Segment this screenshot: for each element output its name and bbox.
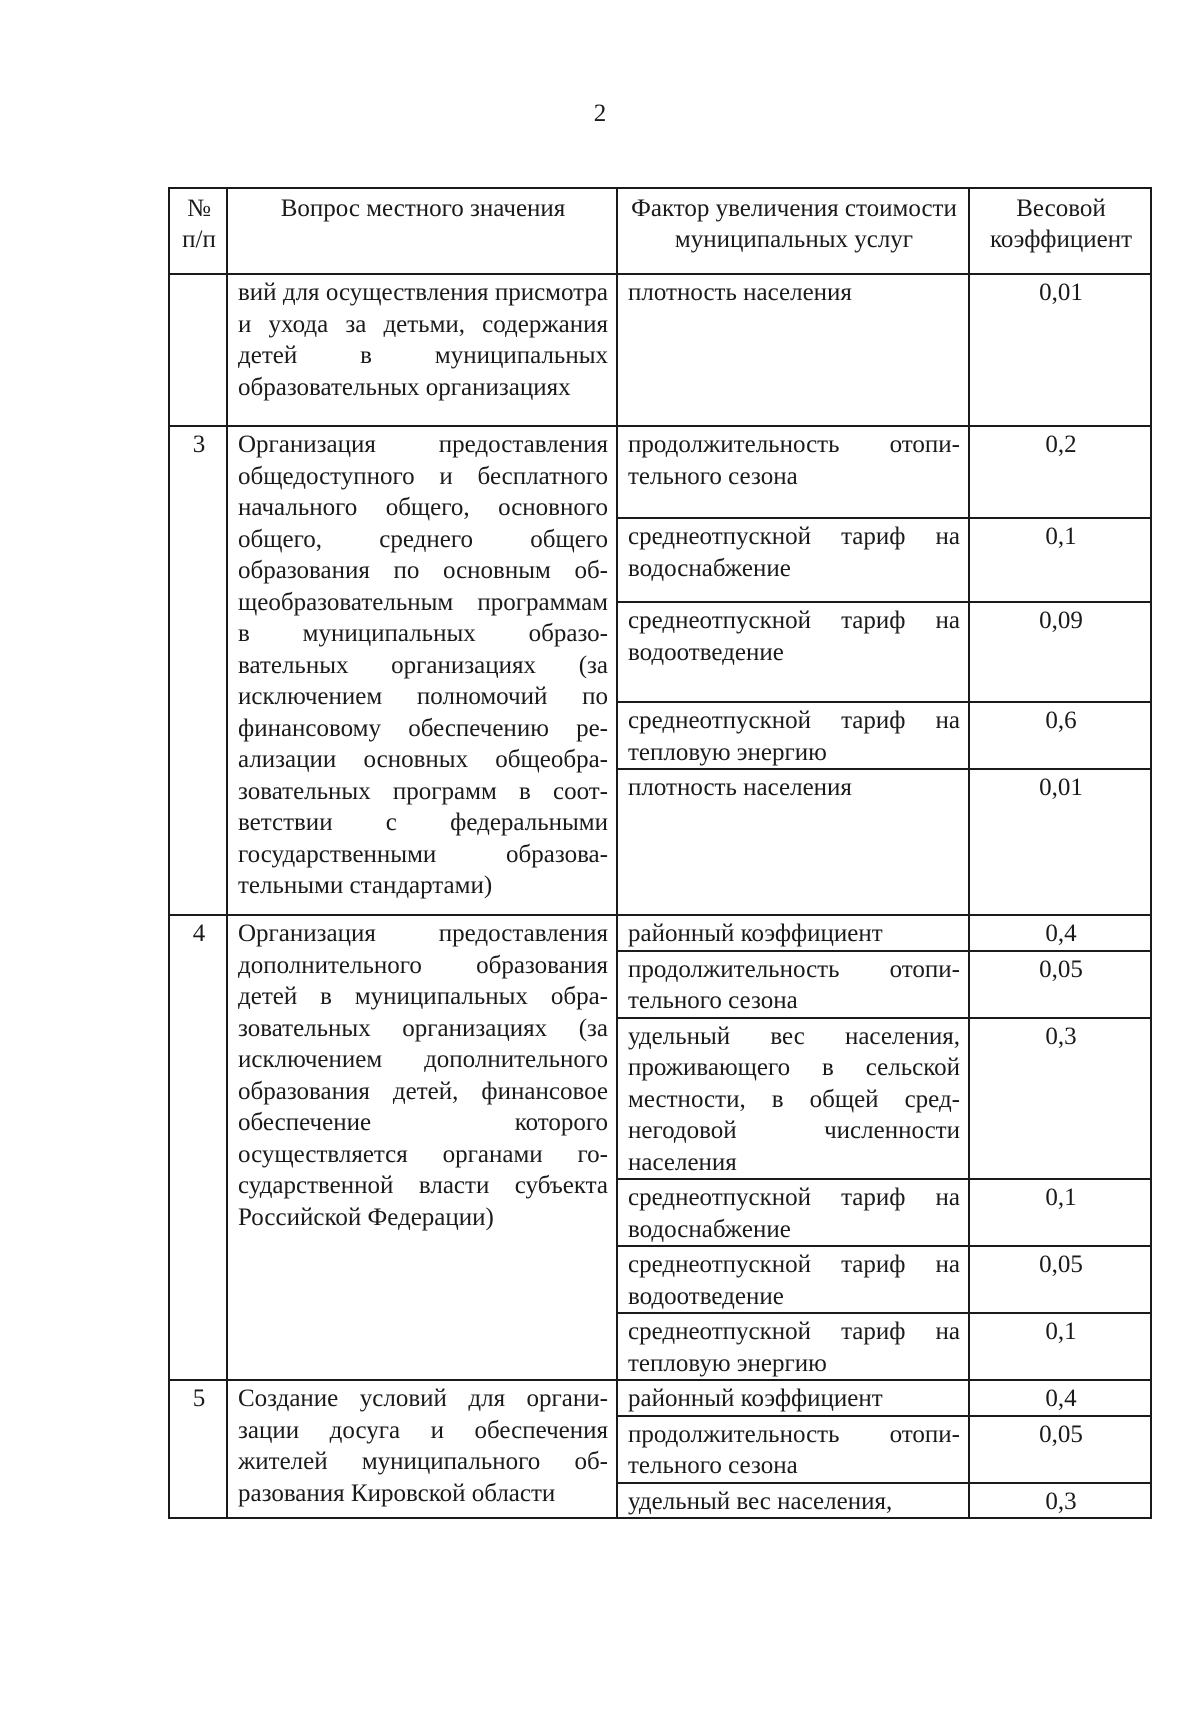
table-row (169, 426, 1151, 518)
row-coef: 0,01 (969, 769, 1151, 915)
row-factor: удельный вес населения, проживающего в сельской местности, в общей среднегодовой численности населения (617, 1018, 969, 1180)
row-coef: 0,4 (969, 915, 1151, 951)
header-question: Вопрос местного значения (227, 188, 617, 274)
header-factor: Фактор увеличения стоимости муниципальных услуг (617, 188, 969, 274)
page-number: 2 (593, 100, 607, 127)
row-factor: среднеотпускной тариф на тепловую энергию (617, 1313, 969, 1380)
table-row (169, 274, 1151, 426)
row-factor: районный коэффициент (617, 1380, 969, 1416)
row-factor: удельный вес населения, (617, 1483, 969, 1519)
row-factor: продолжительность отопительного сезона (617, 1416, 969, 1483)
row-coef: 0,05 (969, 1416, 1151, 1483)
row-coef: 0,1 (969, 518, 1151, 602)
header-num: № п/п (169, 188, 227, 274)
row-factor: среднеотпускной тариф на водоотведение (617, 1246, 969, 1313)
row-coef: 0,3 (969, 1018, 1151, 1180)
row-question: Создание условий для организации досуга и обеспечения жителей муниципального образования Кировской области (227, 1380, 617, 1518)
row-factor: среднеотпускной тариф на водоснабжение (617, 1179, 969, 1246)
row-coef: 0,05 (969, 951, 1151, 1018)
row-coef: 0,6 (969, 702, 1151, 769)
row-factor: продолжительность отопительного сезона (617, 426, 969, 518)
row-coef: 0,05 (969, 1246, 1151, 1313)
row-coef: 0,01 (969, 274, 1151, 426)
row-question: Организация предоставления общедоступного и бесплатного начального общего, основного общего, среднего общего образования по основным общеобразовательным программам в муниципальных образовательных организациях (за исключением полномочий по финансовому обеспечению реализации основных общеобразовательных программ в соответствии с федеральными государственными образовательными стандартами) (227, 426, 617, 915)
row-coef: 0,09 (969, 602, 1151, 702)
row-coef: 0,3 (969, 1483, 1151, 1519)
row-num: 4 (169, 915, 227, 1380)
coefficient-table (168, 187, 1152, 1519)
row-coef: 0,1 (969, 1179, 1151, 1246)
row-num (169, 274, 227, 426)
row-factor: продолжительность отопительного сезона (617, 951, 969, 1018)
row-num: 5 (169, 1380, 227, 1518)
row-question: вий для осуществления присмотра и ухода за детьми, содержания детей в муниципальных образовательных организациях (227, 274, 617, 426)
row-factor: среднеотпускной тариф на водоотведение (617, 602, 969, 702)
row-num: 3 (169, 426, 227, 915)
row-coef: 0,4 (969, 1380, 1151, 1416)
header-coef: Весовой коэффициент (969, 188, 1151, 274)
row-coef: 0,1 (969, 1313, 1151, 1380)
row-coef: 0,2 (969, 426, 1151, 518)
row-factor: среднеотпускной тариф на водоснабжение (617, 518, 969, 602)
row-factor: плотность населения (617, 274, 969, 426)
row-question: Организация предоставления дополнительного образования детей в муниципальных образовательных организациях (за исключением дополнительного образования детей, финансовое обеспечение которого осуществляется органами государственной власти субъекта Российской Федерации) (227, 915, 617, 1380)
row-factor: среднеотпускной тариф на тепловую энергию (617, 702, 969, 769)
row-factor: плотность населения (617, 769, 969, 915)
row-factor: районный коэффициент (617, 915, 969, 951)
table-row (169, 1380, 1151, 1416)
table-row (169, 915, 1151, 951)
table-header-row (169, 188, 1151, 274)
